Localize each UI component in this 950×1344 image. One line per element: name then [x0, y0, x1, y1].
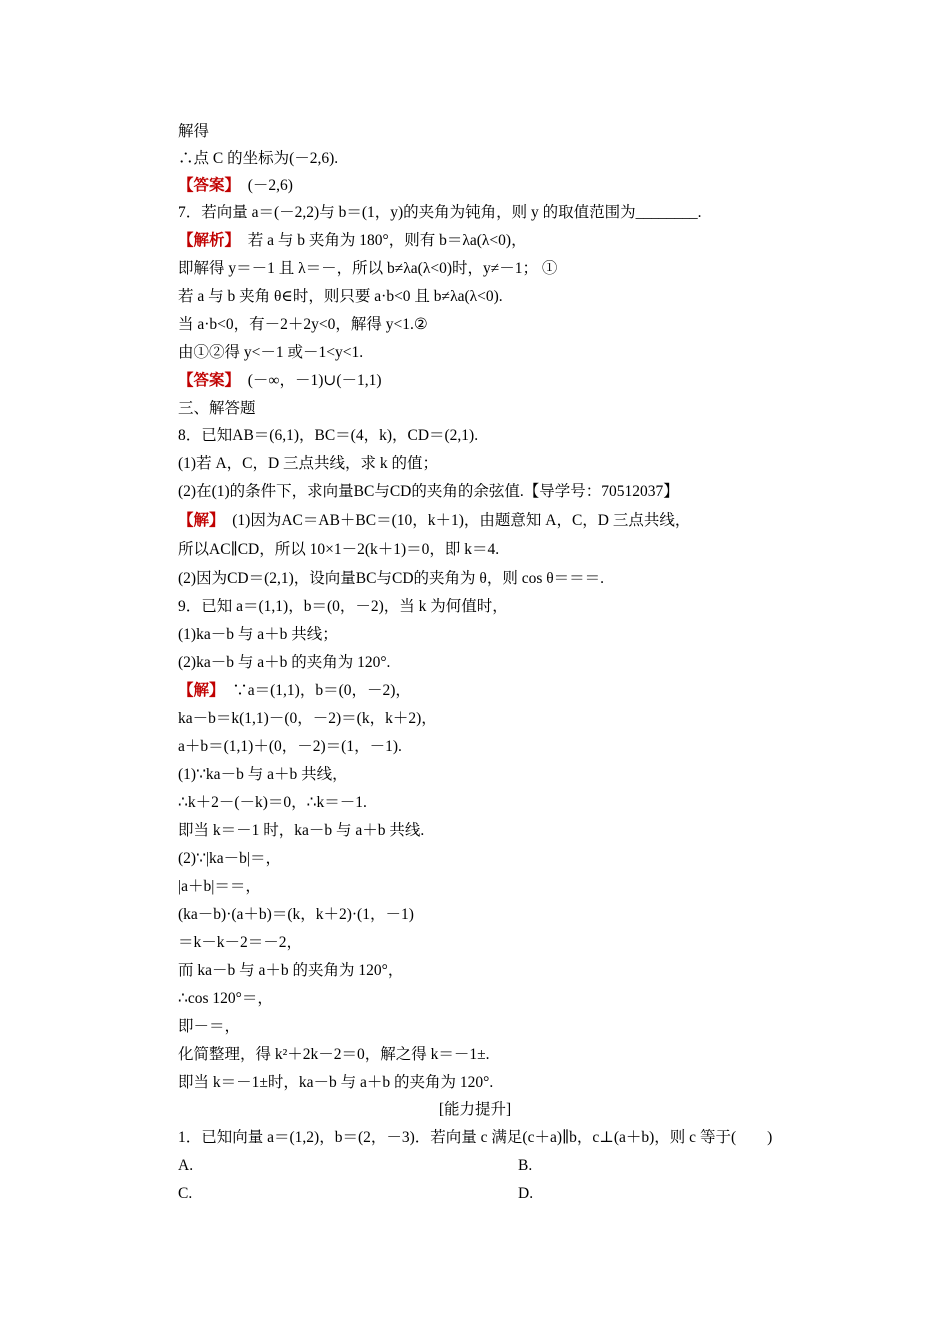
- analysis-line: 【解析】 若 a 与 b 夹角为 180°，则有 b＝λa(λ<0)，: [178, 232, 527, 249]
- solution-line: 【解】 (1)因为AC＝AB＋BC＝(10，k＋1)，由题意知 A，C，D 三点共线，: [178, 512, 691, 529]
- text-line: 若 a 与 b 夹角 θ∈时，则只要 a·b<0 且 b≠λa(λ<0).: [178, 288, 503, 305]
- analysis-tag: 【解析】: [178, 232, 233, 249]
- section-title: [能力提升]: [438, 1101, 512, 1118]
- text-line: |a＋b|＝＝，: [178, 878, 261, 895]
- text-line: 当 a·b<0，有－2＋2y<0，解得 y<1.②: [178, 316, 428, 333]
- text-line: (1)若 A，C，D 三点共线，求 k 的值；: [178, 455, 439, 472]
- text-line: 化简整理，得 k²＋2k－2＝0，解之得 k＝－1±.: [178, 1046, 490, 1063]
- answer-tag: 【答案】: [178, 372, 233, 389]
- text-line: (2)在(1)的条件下，求向量BC与CD的夹角的余弦值.【导学号：70512037】: [178, 483, 679, 500]
- section-heading: 三、解答题: [178, 400, 256, 417]
- text-line: 所以AC∥CD，所以 10×1－2(k＋1)＝0，即 k＝4.: [178, 541, 500, 558]
- text-line: ka－b＝k(1,1)－(0，－2)＝(k，k＋2)，: [178, 710, 437, 727]
- text-line: 即当 k＝－1±时，ka－b 与 a＋b 的夹角为 120°.: [178, 1074, 494, 1091]
- solution-tag: 【解】: [178, 512, 217, 529]
- text-line: 由①②得 y<－1 或－1<y<1.: [178, 344, 364, 361]
- text-line: (1)ka－b 与 a＋b 共线；: [178, 626, 338, 643]
- answer-line: 【答案】 (－∞，－1)∪(－1,1): [178, 372, 382, 389]
- solution-tag: 【解】: [178, 682, 217, 699]
- answer-tag: 【答案】: [178, 177, 233, 194]
- text-line: ∴cos 120°＝，: [178, 990, 273, 1007]
- option-c: C.: [178, 1185, 193, 1202]
- question-1-stem: 1．已知向量 a＝(1,2)，b＝(2，－3)．若向量 c 满足(c＋a)∥b，c⊥(a＋b)，则 c 等于( ): [178, 1129, 773, 1146]
- question-7: 7．若向量 a＝(－2,2)与 b＝(1，y)的夹角为钝角，则 y 的取值范围为________.: [178, 204, 702, 221]
- text-line: a＋b＝(1,1)＋(0，－2)＝(1，－1).: [178, 738, 402, 755]
- text-line: (2)ka－b 与 a＋b 的夹角为 120°.: [178, 654, 391, 671]
- option-a: A.: [178, 1157, 194, 1174]
- text-line: 即解得 y＝－1 且 λ＝－，所以 b≠λa(λ<0)时，y≠－1； ①: [178, 260, 558, 277]
- text-line: ＝k－k－2＝－2，: [178, 934, 303, 951]
- text-line: 而 ka－b 与 a＋b 的夹角为 120°，: [178, 962, 404, 979]
- text-line: 即当 k＝－1 时，ka－b 与 a＋b 共线.: [178, 822, 425, 839]
- option-d: D.: [518, 1185, 534, 1202]
- text-line: (1)∵ka－b 与 a＋b 共线，: [178, 766, 348, 783]
- text-line: (ka－b)·(a＋b)＝(k，k＋2)·(1，－1): [178, 906, 414, 923]
- text-line: (2)∵|ka－b|＝，: [178, 850, 282, 867]
- answer-line: 【答案】 (－2,6): [178, 177, 293, 194]
- text-line: (2)因为CD＝(2,1)，设向量BC与CD的夹角为 θ，则 cos θ＝＝＝.: [178, 570, 605, 587]
- question-9: 9．已知 a＝(1,1)，b＝(0，－2)，当 k 为何值时，: [178, 598, 508, 615]
- text-line: ∴k＋2－(－k)＝0，∴k＝－1.: [178, 794, 367, 811]
- question-8: 8．已知AB＝(6,1)，BC＝(4，k)，CD＝(2,1).: [178, 427, 479, 444]
- text-line: 即－＝，: [178, 1018, 241, 1035]
- option-b: B.: [518, 1157, 533, 1174]
- text-line: ∴点 C 的坐标为(－2,6).: [178, 150, 339, 167]
- text-line: 解得: [178, 123, 210, 140]
- solution-line: 【解】 ∵a＝(1,1)，b＝(0，－2)，: [178, 682, 411, 699]
